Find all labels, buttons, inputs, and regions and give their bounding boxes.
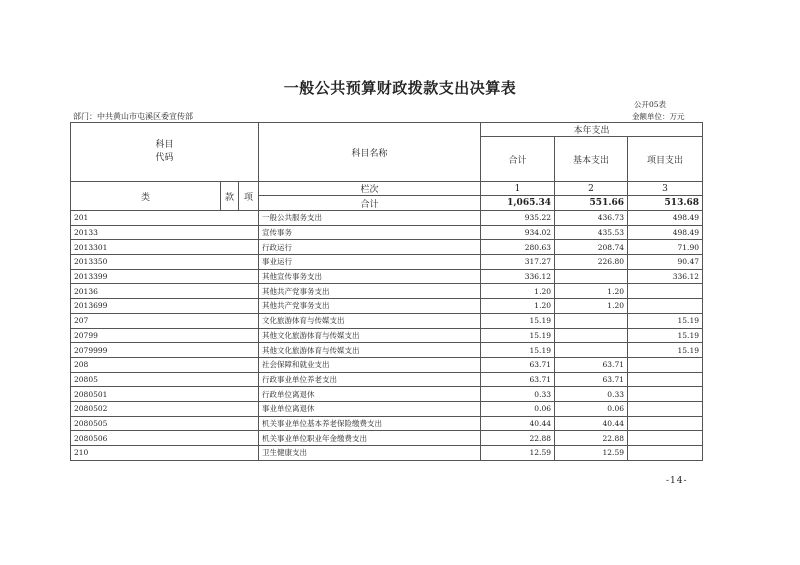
row-basic: 435.53 bbox=[555, 225, 628, 240]
row-total: 336.12 bbox=[481, 269, 555, 284]
row-basic: 226.80 bbox=[555, 255, 628, 270]
row-name: 文化旅游体育与传媒支出 bbox=[259, 313, 481, 328]
row-project: 90.47 bbox=[628, 255, 703, 270]
row-basic: 208.74 bbox=[555, 240, 628, 255]
column-no-1: 1 bbox=[481, 182, 555, 196]
row-name: 行政单位离退休 bbox=[259, 387, 481, 402]
row-project bbox=[628, 431, 703, 446]
row-project: 15.19 bbox=[628, 328, 703, 343]
table-row bbox=[71, 416, 703, 431]
row-code: 20805 bbox=[71, 372, 259, 387]
row-code: 2080502 bbox=[71, 401, 259, 416]
row-name: 其他共产党事务支出 bbox=[259, 299, 481, 314]
table-row bbox=[71, 387, 703, 402]
department-label: 部门：中共黄山市屯溪区委宣传部 bbox=[73, 112, 193, 121]
row-code: 20133 bbox=[71, 225, 259, 240]
row-total: 12.59 bbox=[481, 446, 555, 461]
row-basic: 63.71 bbox=[555, 357, 628, 372]
page-number: -14- bbox=[666, 476, 688, 486]
sum-label: 合计 bbox=[259, 196, 481, 211]
current-year-header: 本年支出 bbox=[481, 123, 703, 137]
row-code: 2013399 bbox=[71, 269, 259, 284]
row-name: 事业单位离退休 bbox=[259, 401, 481, 416]
table-row bbox=[71, 240, 703, 255]
row-total: 22.88 bbox=[481, 431, 555, 446]
unit-label: 金额单位：万元 bbox=[632, 112, 685, 121]
row-basic: 40.44 bbox=[555, 416, 628, 431]
row-code: 2013350 bbox=[71, 255, 259, 270]
table-row bbox=[71, 313, 703, 328]
project-header: 项目支出 bbox=[628, 137, 703, 182]
lei-header: 类 bbox=[71, 182, 221, 211]
table-row bbox=[71, 343, 703, 358]
row-total: 15.19 bbox=[481, 343, 555, 358]
subject-code-header: 科目 代码 bbox=[71, 123, 259, 182]
basic-header: 基本支出 bbox=[555, 137, 628, 182]
row-basic: 436.73 bbox=[555, 211, 628, 226]
row-code: 2080501 bbox=[71, 387, 259, 402]
row-code: 201 bbox=[71, 211, 259, 226]
row-code: 208 bbox=[71, 357, 259, 372]
row-basic bbox=[555, 269, 628, 284]
column-no-3: 3 bbox=[628, 182, 703, 196]
row-total: 15.19 bbox=[481, 313, 555, 328]
row-project: 498.49 bbox=[628, 211, 703, 226]
row-project bbox=[628, 372, 703, 387]
row-code: 2080506 bbox=[71, 431, 259, 446]
page-title: 一般公共预算财政拨款支出决算表 bbox=[283, 79, 517, 97]
row-name: 行政事业单位养老支出 bbox=[259, 372, 481, 387]
row-total: 934.02 bbox=[481, 225, 555, 240]
table-row bbox=[71, 284, 703, 299]
table-row bbox=[71, 225, 703, 240]
row-basic bbox=[555, 328, 628, 343]
row-project bbox=[628, 446, 703, 461]
table-row bbox=[71, 401, 703, 416]
row-basic: 22.88 bbox=[555, 431, 628, 446]
row-project bbox=[628, 299, 703, 314]
row-name: 其他宣传事务支出 bbox=[259, 269, 481, 284]
row-total: 40.44 bbox=[481, 416, 555, 431]
row-name: 机关事业单位基本养老保险缴费支出 bbox=[259, 416, 481, 431]
row-total: 1.20 bbox=[481, 284, 555, 299]
row-name: 机关事业单位职业年金缴费支出 bbox=[259, 431, 481, 446]
row-project: 336.12 bbox=[628, 269, 703, 284]
column-no-2: 2 bbox=[555, 182, 628, 196]
row-total: 63.71 bbox=[481, 372, 555, 387]
row-code: 207 bbox=[71, 313, 259, 328]
row-code: 20799 bbox=[71, 328, 259, 343]
row-name: 事业运行 bbox=[259, 255, 481, 270]
row-total: 63.71 bbox=[481, 357, 555, 372]
row-basic: 12.59 bbox=[555, 446, 628, 461]
row-code: 2013699 bbox=[71, 299, 259, 314]
row-total: 15.19 bbox=[481, 328, 555, 343]
table-row bbox=[71, 299, 703, 314]
table-row bbox=[71, 446, 703, 461]
row-basic: 0.33 bbox=[555, 387, 628, 402]
row-basic: 1.20 bbox=[555, 284, 628, 299]
row-basic: 63.71 bbox=[555, 372, 628, 387]
table-row bbox=[71, 431, 703, 446]
kuan-header: 款 bbox=[221, 182, 239, 211]
row-basic: 0.06 bbox=[555, 401, 628, 416]
sum-project: 513.68 bbox=[628, 196, 703, 211]
row-total: 317.27 bbox=[481, 255, 555, 270]
form-number: 公开05表 bbox=[634, 100, 667, 109]
sum-basic: 551.66 bbox=[555, 196, 628, 211]
row-total: 935.22 bbox=[481, 211, 555, 226]
row-total: 0.06 bbox=[481, 401, 555, 416]
row-name: 其他文化旅游体育与传媒支出 bbox=[259, 328, 481, 343]
row-name: 其他文化旅游体育与传媒支出 bbox=[259, 343, 481, 358]
row-project bbox=[628, 284, 703, 299]
row-basic bbox=[555, 313, 628, 328]
row-total: 0.33 bbox=[481, 387, 555, 402]
table-row bbox=[71, 211, 703, 226]
row-name: 一般公共服务支出 bbox=[259, 211, 481, 226]
row-name: 其他共产党事务支出 bbox=[259, 284, 481, 299]
table-row bbox=[71, 357, 703, 372]
row-basic: 1.20 bbox=[555, 299, 628, 314]
row-project: 15.19 bbox=[628, 313, 703, 328]
table-row bbox=[71, 372, 703, 387]
expenditure-table bbox=[70, 122, 703, 461]
row-code: 210 bbox=[71, 446, 259, 461]
row-project bbox=[628, 387, 703, 402]
row-project: 71.90 bbox=[628, 240, 703, 255]
sum-total: 1,065.34 bbox=[481, 196, 555, 211]
xiang-header: 项 bbox=[239, 182, 259, 211]
row-total: 1.20 bbox=[481, 299, 555, 314]
column-no-label: 栏次 bbox=[259, 182, 481, 196]
row-project bbox=[628, 401, 703, 416]
row-project: 15.19 bbox=[628, 343, 703, 358]
row-name: 宣传事务 bbox=[259, 225, 481, 240]
row-basic bbox=[555, 343, 628, 358]
subject-name-header: 科目名称 bbox=[259, 123, 481, 182]
row-project bbox=[628, 357, 703, 372]
row-name: 行政运行 bbox=[259, 240, 481, 255]
table-row bbox=[71, 269, 703, 284]
row-name: 卫生健康支出 bbox=[259, 446, 481, 461]
row-total: 280.63 bbox=[481, 240, 555, 255]
row-name: 社会保障和就业支出 bbox=[259, 357, 481, 372]
row-code: 20136 bbox=[71, 284, 259, 299]
total-header: 合计 bbox=[481, 137, 555, 182]
row-code: 2080505 bbox=[71, 416, 259, 431]
table-row bbox=[71, 255, 703, 270]
table-row bbox=[71, 328, 703, 343]
row-project: 498.49 bbox=[628, 225, 703, 240]
row-project bbox=[628, 416, 703, 431]
row-code: 2013301 bbox=[71, 240, 259, 255]
row-code: 2079999 bbox=[71, 343, 259, 358]
